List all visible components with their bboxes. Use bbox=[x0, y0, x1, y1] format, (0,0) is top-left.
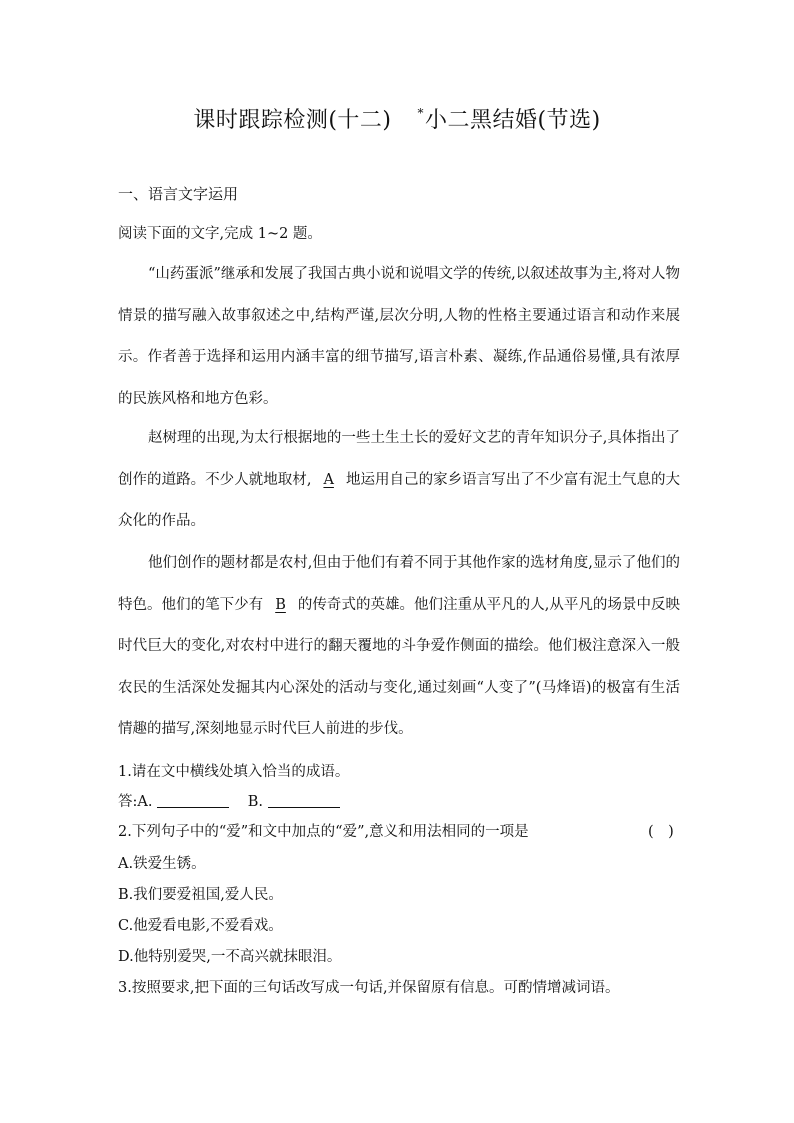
passage-paragraph-2 bbox=[118, 418, 680, 543]
option-b: B.我们要爱祖国,爱人民。 bbox=[118, 887, 283, 903]
option-c: C.他爱看电影,不爱看戏。 bbox=[118, 918, 283, 934]
answer-line bbox=[118, 790, 340, 811]
paragraph-2-text-before: 赵树理的出现,为太行根据地的一些土生土长的爱好文艺的青年知识分子,具体指出了创作的道路。不少人就地取材, bbox=[118, 430, 680, 488]
question-1: 1.请在文中横线处填入恰当的成语。 bbox=[118, 764, 350, 780]
question-3: 3.按照要求,把下面的三句话改写成一句话,并保留原有信息。可酌情增减词语。 bbox=[118, 980, 620, 996]
paragraph-1-text: “山药蛋派”继承和发展了我国古典小说和说唱文学的传统,以叙述故事为主,将对人物情景的描写融入故事叙述之中,结构严谨,层次分明,人物的性格主要通过语言和动作来展示。作者善于选择和运用内涵丰富的细节描写,语言朴素、凝练,作品通俗易懂,具有浓厚的民族风格和地方色彩。 bbox=[118, 266, 680, 407]
paragraph-3-text-before: 他们创作的题材都是农村,但由于他们有着不同于其他作家的选材角度,显示了他们的特色。他们的笔下少有 bbox=[118, 555, 680, 613]
page-title bbox=[0, 103, 794, 134]
answer-b-blank[interactable] bbox=[268, 793, 340, 808]
paragraph-3-text-after: 的传奇式的英雄。他们注重从平凡的人,从平凡的场景中反映时代巨大的变化,对农村中进行的翻天覆地的斗争爱作侧面的描绘。他们极注意深入一般农民的生活深处发掘其内心深处的活动与变化,通过刻画“人变了”(马烽语)的极富有生活情趣的描写,深刻地显示时代巨人前进的步伐。 bbox=[118, 596, 681, 737]
title-sub: 小二黑结婚(节选) bbox=[425, 108, 601, 133]
question-2: 2.下列句子中的“爱”和文中加点的“爱”,意义和用法相同的一项是 bbox=[118, 824, 529, 840]
title-main: 课时跟踪检测(十二) bbox=[193, 108, 392, 133]
blank-b: B bbox=[275, 596, 286, 613]
answer-a-blank[interactable] bbox=[157, 793, 229, 808]
option-d: D.他特别爱哭,一不高兴就抹眼泪。 bbox=[118, 949, 342, 965]
answer-prefix: 答:A. bbox=[118, 794, 153, 810]
title-star: * bbox=[417, 106, 424, 120]
paragraph-2-text-after: 地运用自己的家乡语言写出了不少富有泥土气息的大众化的作品。 bbox=[118, 471, 680, 529]
answer-bracket[interactable]: ( ) bbox=[648, 824, 674, 840]
section-heading: 一、语言文字运用 bbox=[118, 185, 239, 203]
answer-b-label: B. bbox=[247, 794, 263, 810]
blank-a: A bbox=[323, 471, 334, 488]
passage-paragraph-3 bbox=[118, 543, 680, 751]
option-a: A.铁爱生锈。 bbox=[118, 856, 206, 872]
passage-paragraph-1 bbox=[118, 254, 680, 420]
reading-instruction: 阅读下面的文字,完成 1~2 题。 bbox=[118, 226, 322, 242]
